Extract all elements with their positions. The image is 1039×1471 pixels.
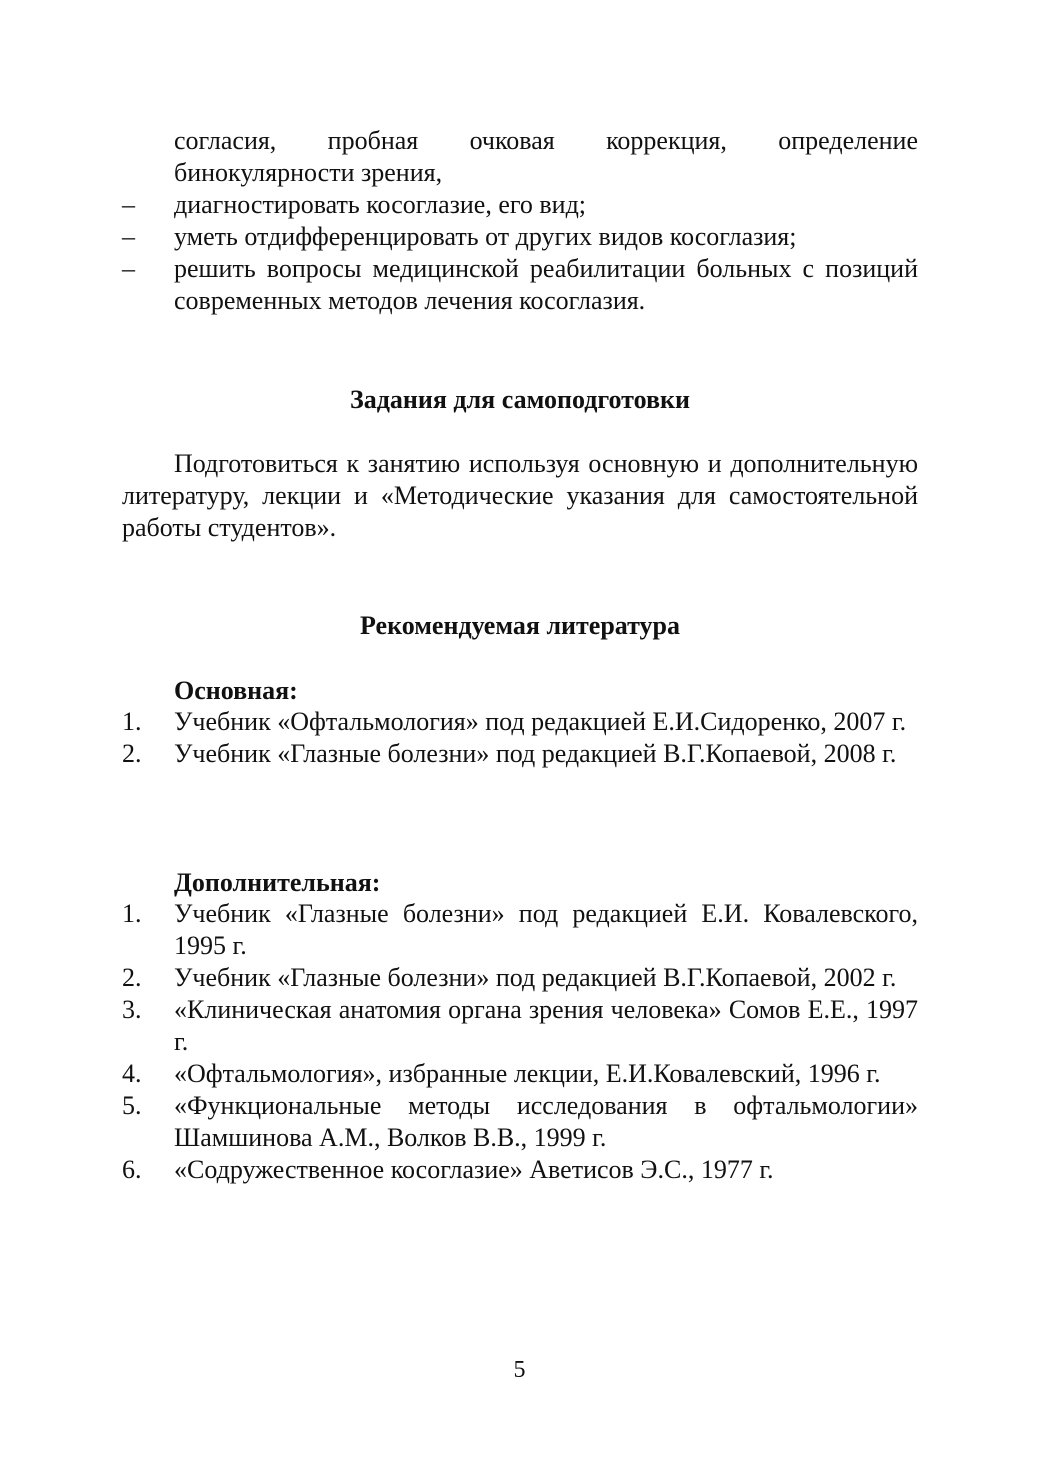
list-item-text: «Офтальмология», избранные лекции, Е.И.Ковалевский, 1996 г. [174,1059,881,1088]
list-item [122,189,918,221]
list-number: 3. [122,995,142,1024]
list-item-text: диагностировать косоглазие, его вид; [174,190,587,219]
list-item-text: «Функциональные методы исследования в офтальмологии» Шамшинова А.М., Волков В.В., 1999 г. [174,1091,918,1152]
extra-literature-list [122,898,918,1186]
list-number: 2. [122,739,142,768]
list-item-text: Учебник «Глазные болезни» под редакцией В.Г.Копаевой, 2008 г. [174,739,897,768]
list-item-text: решить вопросы медицинской реабилитации больных с позиций современных методов лечения косоглазия. [174,254,918,315]
dash-marker: – [122,190,135,219]
page-number: 5 [513,1357,526,1383]
list-item [122,706,918,738]
list-item-text: Учебник «Глазные болезни» под редакцией Е.И. Ковалевского, 1995 г. [174,899,918,960]
list-item [122,253,918,317]
list-item [122,125,918,189]
list-number: 5. [122,1091,142,1120]
continuation-text: согласия, пробная очковая коррекция, определение бинокулярности зрения, [174,126,918,187]
extra-literature-label: Дополнительная: [174,868,381,897]
list-item [122,994,918,1058]
list-number: 1. [122,707,142,736]
list-item-text: «Клиническая анатомия органа зрения человека» Сомов Е.Е., 1997 г. [174,995,918,1056]
list-item [122,738,918,770]
list-item [122,1058,918,1090]
dash-marker: – [122,222,135,251]
objectives-list [122,125,918,317]
list-number: 2. [122,963,142,992]
self-preparation-paragraph: Подготовиться к занятию используя основную и дополнительную литературу, лекции и «Методические указания для самостоятельной работы студентов». [122,449,918,542]
list-item [122,962,918,994]
list-item-text: «Содружественное косоглазие» Аветисов Э.С., 1977 г. [174,1155,774,1184]
list-number: 6. [122,1155,142,1184]
section-heading-literature: Рекомендуемая литература [360,611,680,640]
main-literature-list [122,706,918,770]
dash-marker: – [122,254,135,283]
list-item [122,1154,918,1186]
main-literature-label: Основная: [174,676,298,705]
list-number: 4. [122,1059,142,1088]
list-item [122,898,918,962]
list-item [122,1090,918,1154]
list-number: 1. [122,899,142,928]
section-heading-self-preparation: Задания для самоподготовки [350,385,690,414]
list-item-text: уметь отдифференцировать от других видов косоглазия; [174,222,797,251]
list-item [122,221,918,253]
list-item-text: Учебник «Глазные болезни» под редакцией В.Г.Копаевой, 2002 г. [174,963,897,992]
list-item-text: Учебник «Офтальмология» под редакцией Е.И.Сидоренко, 2007 г. [174,707,907,736]
